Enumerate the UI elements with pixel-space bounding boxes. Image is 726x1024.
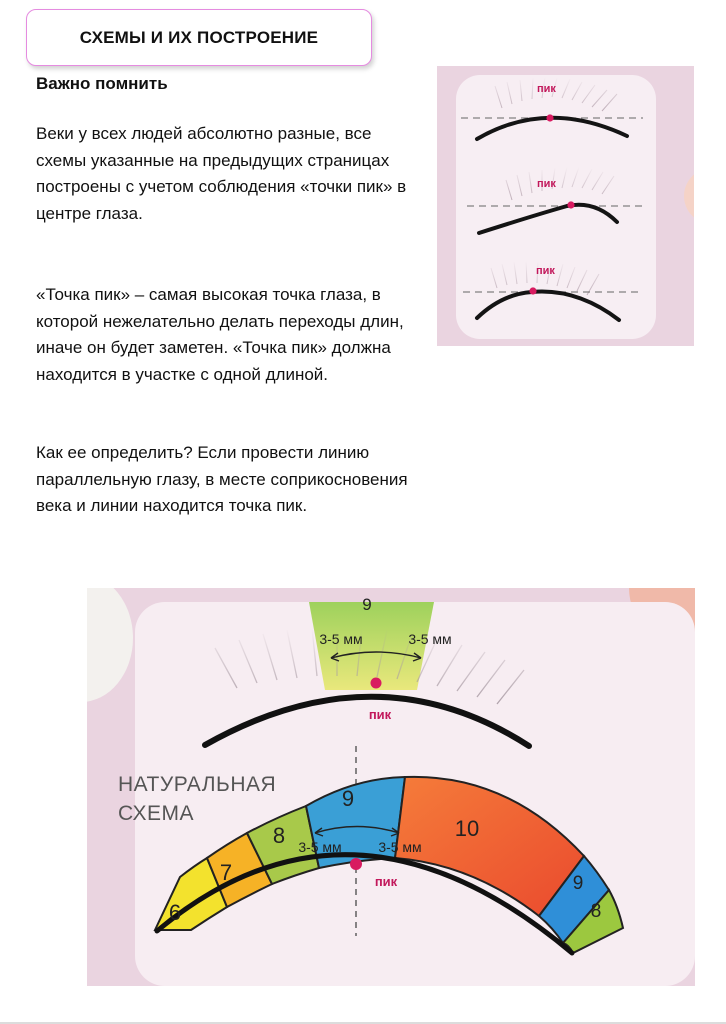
center-right-range: 3-5 мм [378, 839, 422, 855]
peak-label-bottom: пик [374, 874, 398, 889]
fan-right-range: 3-5 мм [408, 631, 452, 647]
fan-length-label: 9 [362, 595, 372, 614]
segment-10-label: 10 [454, 816, 480, 841]
paragraph-how-to-find: Как ее определить? Если провести линию параллельную глазу, в месте соприкосновения века и линии находится точка пик. [36, 443, 408, 515]
decor-circle-left [87, 588, 133, 702]
peak-label-2: пик [537, 178, 556, 190]
scheme-title-line1: НАТУРАЛЬНАЯ [118, 773, 277, 796]
peak-dot-2 [567, 201, 574, 208]
segment-9-outer-label: 9 [572, 873, 584, 894]
paragraph-eyelids: Веки у всех людей абсолютно разные, все схемы указанные на предыдущих страницах построены с учетом соблюдения «точки пик» в центре глаза. [36, 124, 407, 223]
fan-left-range: 3-5 мм [319, 631, 363, 647]
page-title: СХЕМЫ И ИХ ПОСТРОЕНИЕ [79, 27, 319, 47]
section-subheading: Важно помнить [36, 74, 168, 93]
scheme-title-line2: СХЕМА [118, 802, 194, 825]
natural-scheme-illustration [87, 588, 695, 986]
peak-examples-illustration [437, 66, 694, 346]
segment-8-outer-label: 8 [590, 901, 602, 922]
segment-9-label: 9 [341, 786, 355, 811]
peak-label-3: пик [536, 265, 555, 277]
page-title-box [26, 9, 372, 66]
peak-dot-bottom [350, 858, 362, 870]
center-left-range: 3-5 мм [298, 839, 342, 855]
peak-dot-1 [546, 114, 553, 121]
peak-dot-top [371, 678, 382, 689]
segment-8-label: 8 [272, 823, 286, 848]
peak-label-1: пик [537, 83, 556, 95]
segment-6-label: 6 [168, 900, 182, 925]
peak-label-top: пик [368, 707, 392, 722]
segment-7-label: 7 [219, 860, 233, 885]
paragraph-peak-point: «Точка пик» – самая высокая точка глаза, в которой нежелательно делать переходы длин, иначе он будет заметен. «Точка пик» должна находится в участке с одной длиной. [36, 285, 404, 384]
peak-dot-3 [529, 287, 536, 294]
